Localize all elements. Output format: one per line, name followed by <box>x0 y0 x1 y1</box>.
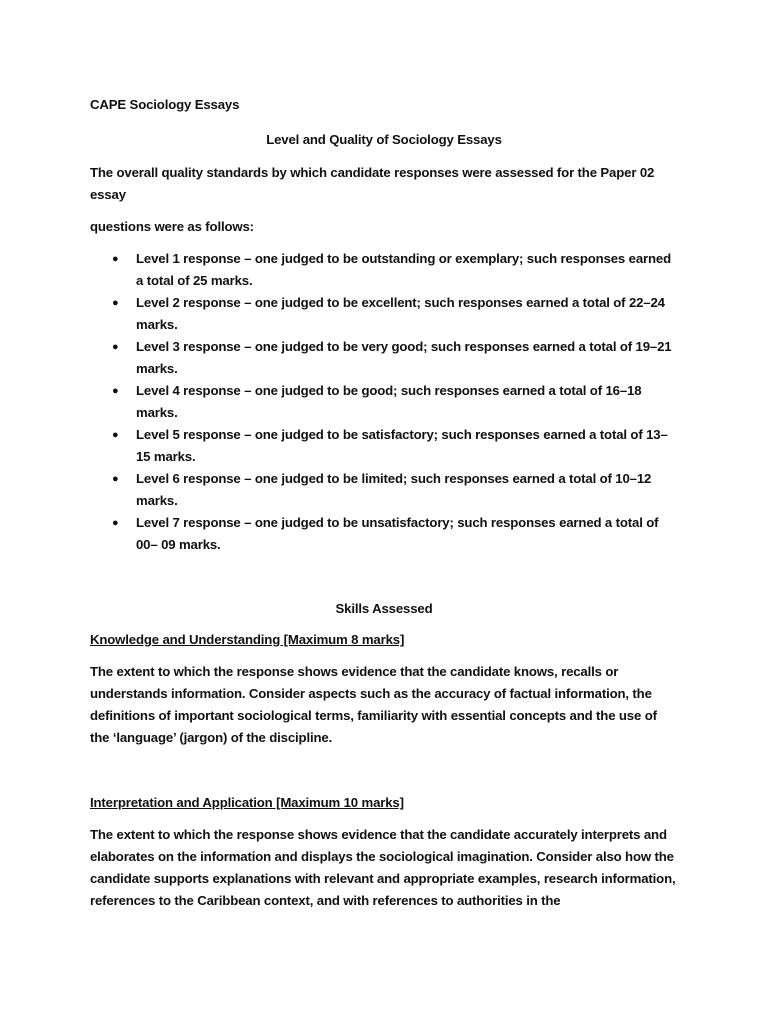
list-item-level-3 <box>112 336 678 380</box>
list-item-level-1 <box>112 248 678 292</box>
list-item-level-6 <box>112 468 678 512</box>
level-text: Level 3 response – one judged to be very good; such responses earned a total of 19–21 marks. <box>136 339 672 376</box>
bullet-icon: ● <box>112 341 119 353</box>
list-item-level-5 <box>112 424 678 468</box>
document-title: CAPE Sociology Essays <box>90 97 240 112</box>
bullet-icon: ● <box>112 385 119 397</box>
document-subtitle: Level and Quality of Sociology Essays <box>266 132 502 147</box>
level-text: Level 1 response – one judged to be outstanding or exemplary; such responses earned a total of 25 marks. <box>136 251 671 288</box>
bullet-icon: ● <box>112 473 119 485</box>
level-text: Level 6 response – one judged to be limited; such responses earned a total of 10–12 marks. <box>136 471 652 508</box>
section-spacer <box>90 749 678 792</box>
skills-heading: Skills Assessed <box>335 601 433 616</box>
section-heading-interpretation: Interpretation and Application [Maximum 10 marks] <box>90 795 404 810</box>
levels-list <box>90 248 678 556</box>
level-text: Level 7 response – one judged to be unsatisfactory; such responses earned a total of 00– 09 marks. <box>136 515 659 552</box>
section-heading-knowledge: Knowledge and Understanding [Maximum 8 marks] <box>90 632 405 647</box>
bullet-icon: ● <box>112 253 119 265</box>
intro-paragraph: The overall quality standards by which candidate responses were assessed for the Paper 02 essay <box>90 165 655 202</box>
list-item-level-2 <box>112 292 678 336</box>
level-text: Level 4 response – one judged to be good; such responses earned a total of 16–18 marks. <box>136 383 642 420</box>
bullet-icon: ● <box>112 517 119 529</box>
level-text: Level 2 response – one judged to be excellent; such responses earned a total of 22–24 marks. <box>136 295 665 332</box>
section-body-interpretation: The extent to which the response shows evidence that the candidate accurately interprets and elaborates on the information and displays the sociological imagination. Consider also how the candidate supports explanations with relevant and appropriate examples, research information, references to the Caribbean context, and with references to authorities in the <box>90 827 676 908</box>
bullet-icon: ● <box>112 429 119 441</box>
bullet-icon: ● <box>112 297 119 309</box>
list-item-level-7 <box>112 512 678 556</box>
list-item-level-4 <box>112 380 678 424</box>
intro-continuation: questions were as follows: <box>90 219 254 234</box>
section-body-knowledge: The extent to which the response shows evidence that the candidate knows, recalls or understands information. Consider aspects such as the accuracy of factual information, the definitions of important sociological terms, familiarity with essential concepts and the use of the ‘language’ (jargon) of the discipline. <box>90 664 657 745</box>
level-text: Level 5 response – one judged to be satisfactory; such responses earned a total of 13–15 marks. <box>136 427 668 464</box>
